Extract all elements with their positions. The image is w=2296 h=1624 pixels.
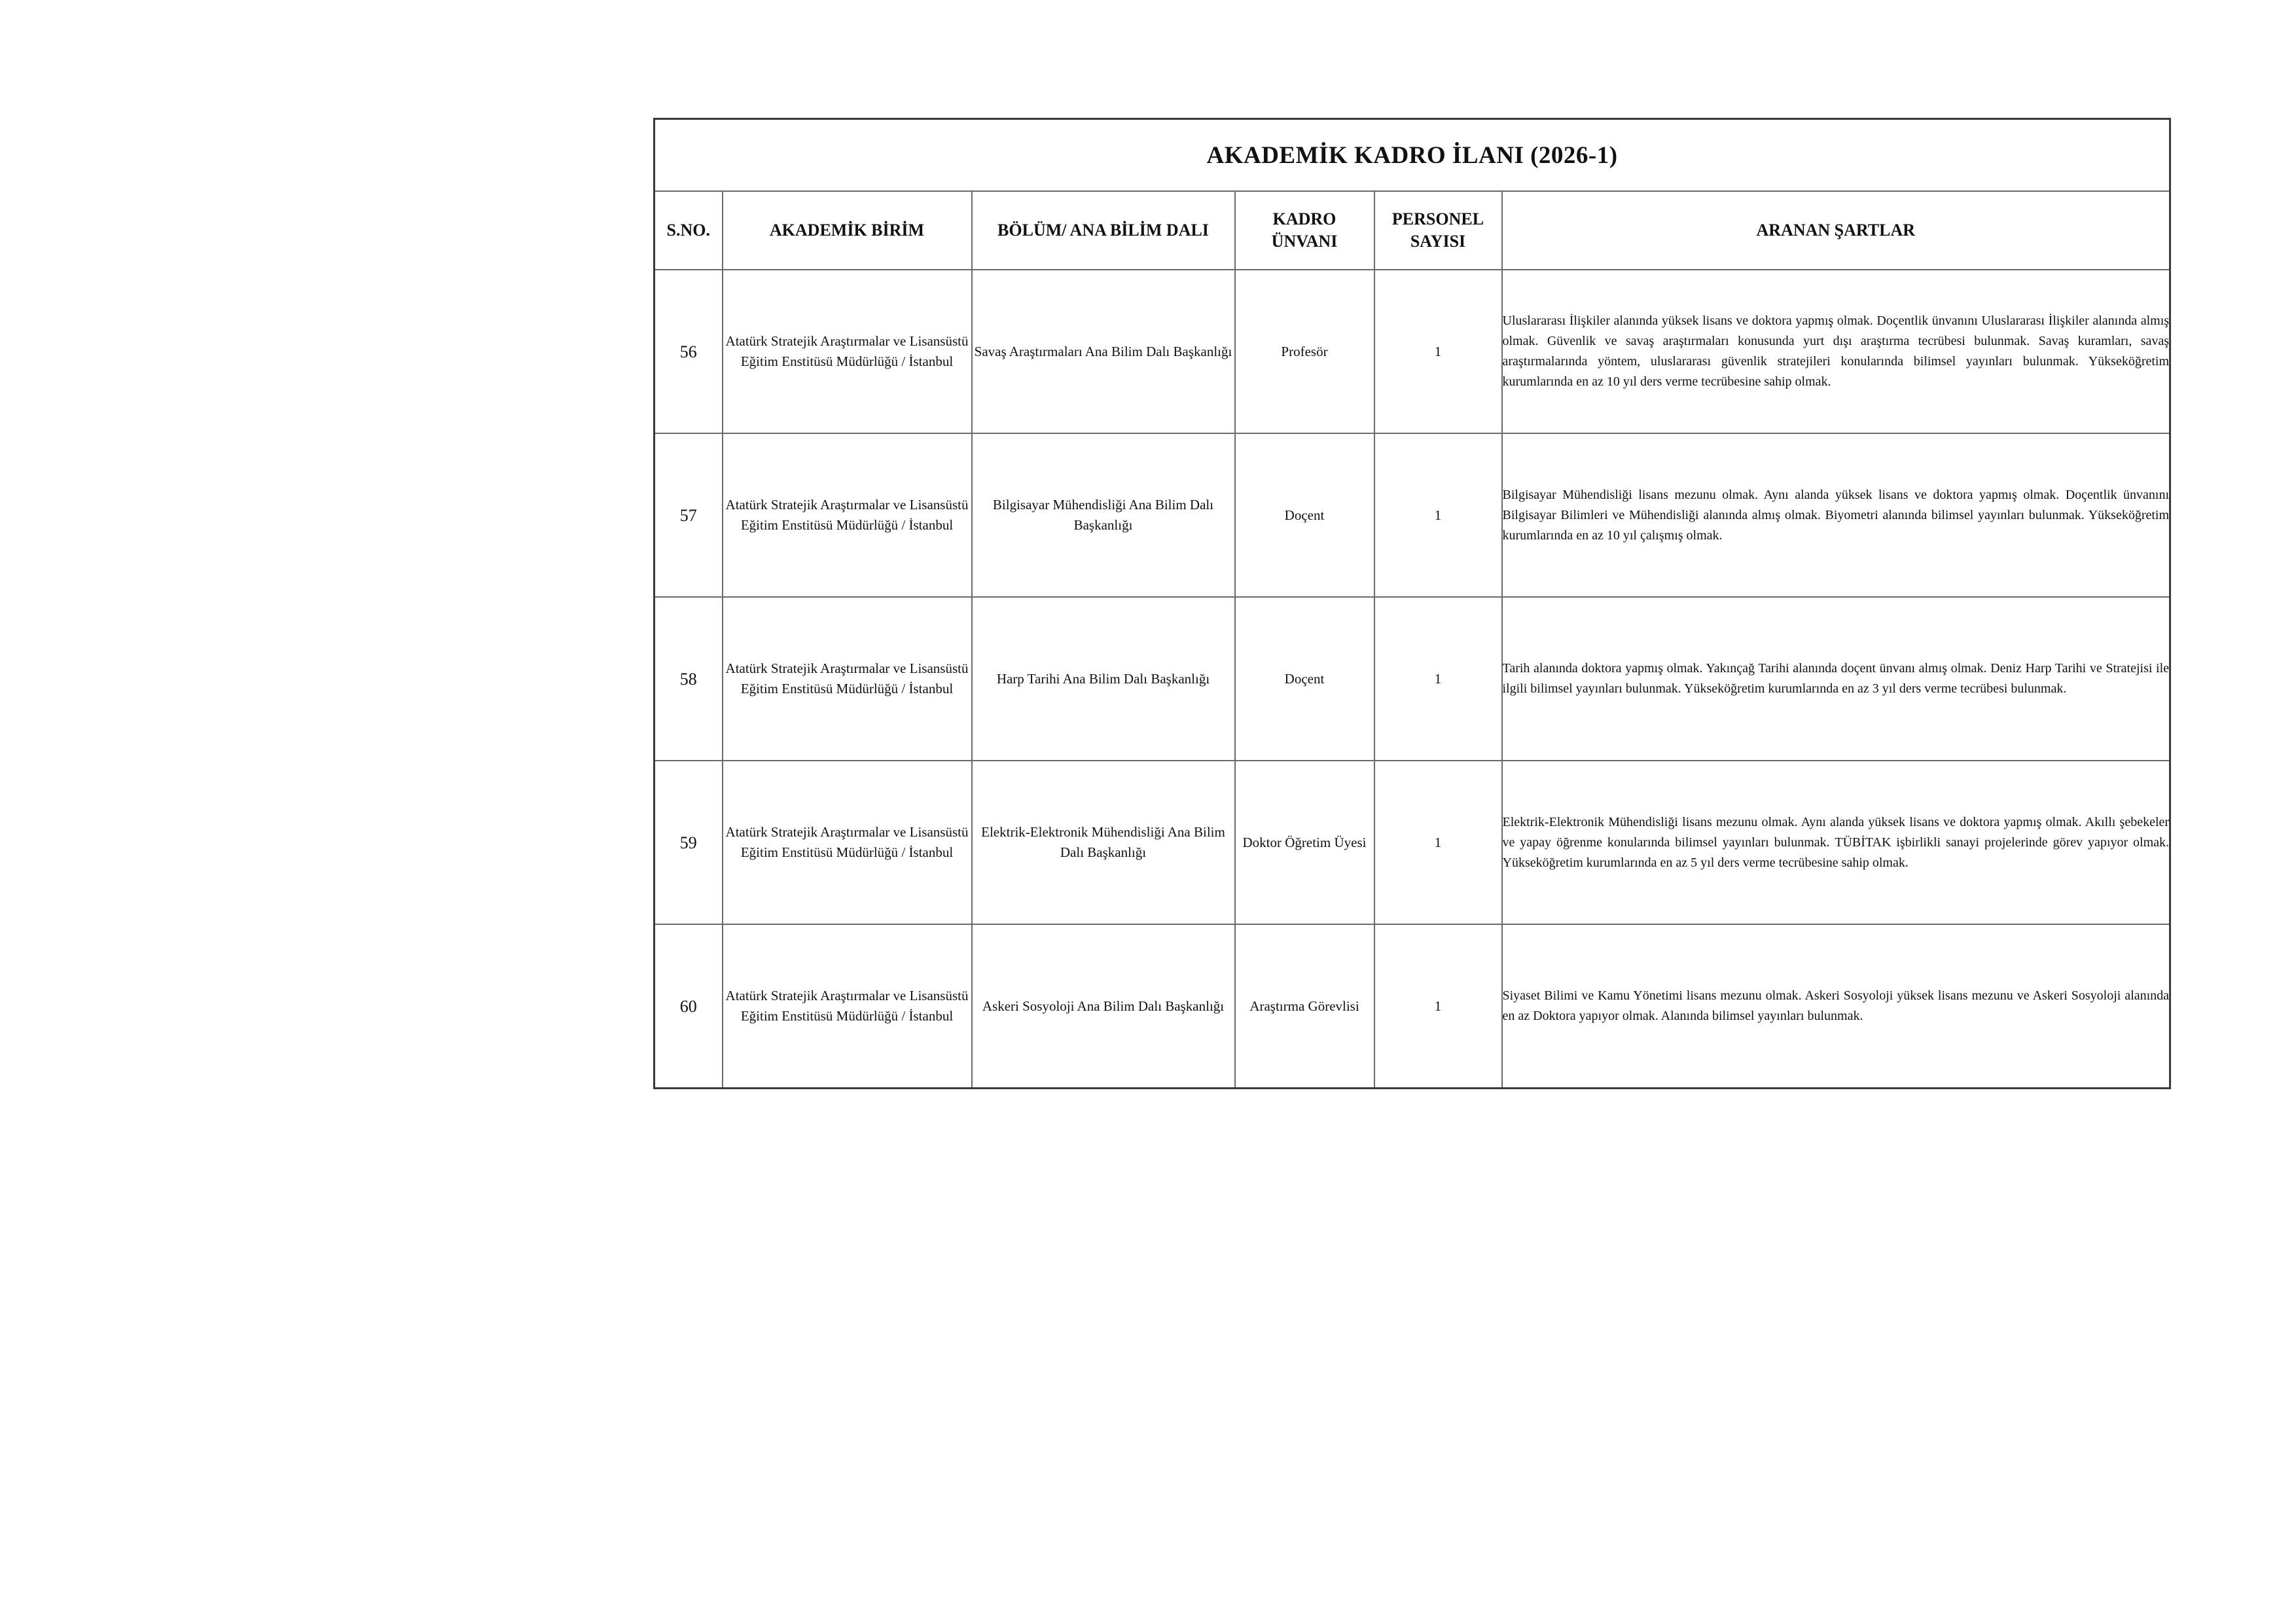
row-sartlar <box>1502 270 2170 433</box>
row-unvan: Profesör <box>1235 270 1374 433</box>
row-bolum: Harp Tarihi Ana Bilim Dalı Başkanlığı <box>972 597 1235 761</box>
row-bolum: Bilgisayar Mühendisliği Ana Bilim Dalı Başkanlığı <box>972 433 1235 597</box>
table-row <box>655 924 2170 1089</box>
col-header-bolum: BÖLÜM/ ANA BİLİM DALI <box>972 191 1235 270</box>
row-sayi: 1 <box>1374 270 1502 433</box>
row-birim: Atatürk Stratejik Araştırmalar ve Lisansüstü Eğitim Enstitüsü Müdürlüğü / İstanbul <box>723 270 972 433</box>
row-sayi: 1 <box>1374 433 1502 597</box>
row-sartlar-text: Uluslararası İlişkiler alanında yüksek lisans ve doktora yapmış olmak. Doçentlik ünvanını Uluslararası İlişkiler alanında almış olmak. Güvenlik ve savaş araştırmaları konusunda yurt dışı araştırma tecrübesi bulunmak. Savaş kuramları, savaş araştırmalarında yöntem, uluslararası güvenlik stratejileri konularında bilimsel yayınları bulunmak. Yükseköğretim kurumlarında en az 10 yıl ders verme tecrübesine sahip olmak. <box>1502 314 2170 389</box>
col-header-sayi-line2: SAYISI <box>1410 232 1466 251</box>
row-unvan: Doktor Öğretim Üyesi <box>1235 761 1374 924</box>
row-sno: 58 <box>655 597 723 761</box>
row-birim: Atatürk Stratejik Araştırmalar ve Lisansüstü Eğitim Enstitüsü Müdürlüğü / İstanbul <box>723 924 972 1089</box>
col-header-sayi-line1: PERSONEL <box>1391 209 1484 228</box>
header-row <box>655 191 2170 270</box>
row-sartlar-text: Elektrik-Elektronik Mühendisliği lisans mezunu olmak. Aynı alanda yüksek lisans ve doktora yapmış olmak. Akıllı şebekeler ve yapay öğrenme konularında bilimsel yayınları bulunmak. TÜBİTAK işbirlikli sanayi projelerinde görev yapıyor olmak. Yükseköğretim kurumlarında en az 5 yıl ders verme tecrübesine sahip olmak. <box>1502 814 2170 870</box>
row-sartlar-text: Bilgisayar Mühendisliği lisans mezunu olmak. Aynı alanda yüksek lisans ve doktora yapmış olmak. Doçentlik ünvanını Bilgisayar Bilimleri ve Mühendisliği alanında almış olmak. Biyometri alanında bilimsel yayınları bulunmak. Yükseköğretim kurumlarında en az 10 yıl çalışmış olmak. <box>1502 487 2170 543</box>
col-header-sayi <box>1374 191 1502 270</box>
row-unvan: Doçent <box>1235 433 1374 597</box>
page-title: AKADEMİK KADRO İLANI (2026-1) <box>655 119 2170 192</box>
table-row <box>655 597 2170 761</box>
col-header-unvan-line1: KADRO <box>1272 209 1336 228</box>
col-header-unvan-line2: ÜNVANI <box>1271 232 1338 251</box>
row-bolum: Askeri Sosyoloji Ana Bilim Dalı Başkanlığı <box>972 924 1235 1089</box>
col-header-sartlar: ARANAN ŞARTLAR <box>1502 191 2170 270</box>
col-header-birim: AKADEMİK BİRİM <box>723 191 972 270</box>
row-sno: 60 <box>655 924 723 1089</box>
row-birim: Atatürk Stratejik Araştırmalar ve Lisansüstü Eğitim Enstitüsü Müdürlüğü / İstanbul <box>723 433 972 597</box>
row-sartlar-text: Tarih alanında doktora yapmış olmak. Yakınçağ Tarihi alanında doçent ünvanı almış olmak. Deniz Harp Tarihi ve Stratejisi ile ilgili bilimsel yayınları bulunmak. Yükseköğretim kurumlarında en az 3 yıl ders verme tecrübesi bulunmak. <box>1502 661 2170 696</box>
col-header-unvan <box>1235 191 1374 270</box>
row-sartlar <box>1502 924 2170 1089</box>
row-sartlar <box>1502 433 2170 597</box>
row-sartlar <box>1502 761 2170 924</box>
row-sno: 57 <box>655 433 723 597</box>
row-bolum: Elektrik-Elektronik Mühendisliği Ana Bilim Dalı Başkanlığı <box>972 761 1235 924</box>
row-sno: 59 <box>655 761 723 924</box>
row-birim: Atatürk Stratejik Araştırmalar ve Lisansüstü Eğitim Enstitüsü Müdürlüğü / İstanbul <box>723 761 972 924</box>
row-unvan: Araştırma Görevlisi <box>1235 924 1374 1089</box>
row-sartlar-text: Siyaset Bilimi ve Kamu Yönetimi lisans mezunu olmak. Askeri Sosyoloji yüksek lisans mezunu ve Askeri Sosyoloji alanında en az Doktora yapıyor olmak. Alanında bilimsel yayınları bulunmak. <box>1502 988 2170 1023</box>
row-birim: Atatürk Stratejik Araştırmalar ve Lisansüstü Eğitim Enstitüsü Müdürlüğü / İstanbul <box>723 597 972 761</box>
table-row <box>655 433 2170 597</box>
row-sartlar <box>1502 597 2170 761</box>
row-unvan: Doçent <box>1235 597 1374 761</box>
announcement-sheet <box>653 118 2169 1089</box>
row-sayi: 1 <box>1374 597 1502 761</box>
table-row <box>655 761 2170 924</box>
row-sno: 56 <box>655 270 723 433</box>
kadro-table <box>653 118 2171 1089</box>
row-bolum: Savaş Araştırmaları Ana Bilim Dalı Başkanlığı <box>972 270 1235 433</box>
col-header-sno: S.NO. <box>655 191 723 270</box>
row-sayi: 1 <box>1374 924 1502 1089</box>
row-sayi: 1 <box>1374 761 1502 924</box>
table-row <box>655 270 2170 433</box>
title-row <box>655 119 2170 192</box>
